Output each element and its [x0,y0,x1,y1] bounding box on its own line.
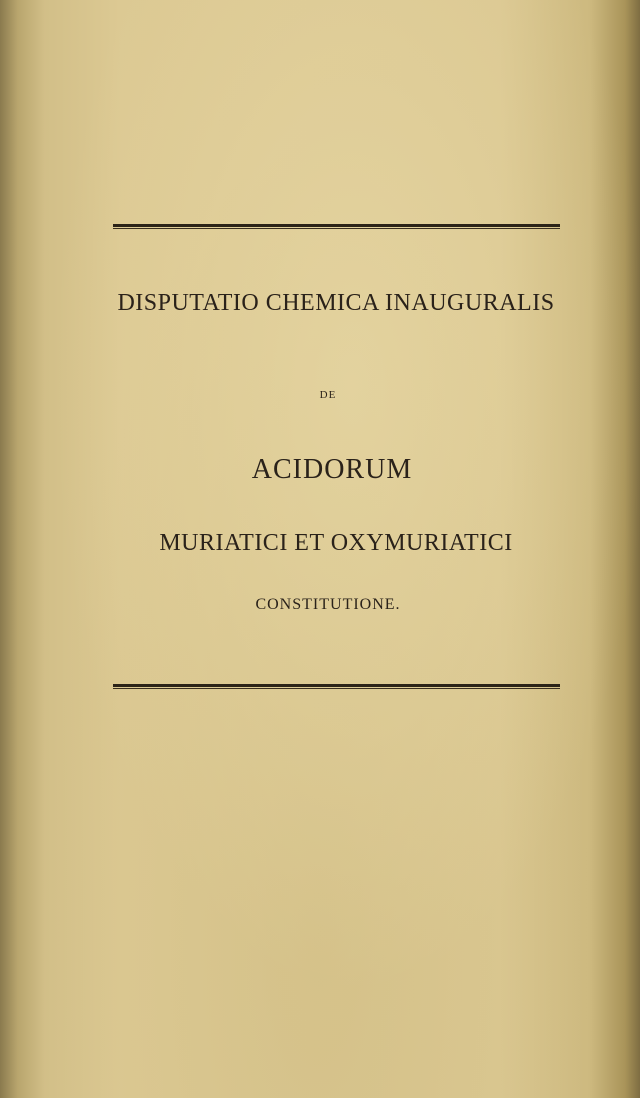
title-muriatici-line: MURIATICI ET OXYMURIATICI [159,530,513,556]
title-disputatio-line: DISPUTATIO CHEMICA INAUGURALIS [117,290,555,316]
title-constitutione-line: CONSTITUTIONE. [255,596,401,613]
bottom-double-rule [113,684,560,689]
top-double-rule [113,224,560,229]
title-de-line: DE [319,389,337,401]
title-acidorum-line: ACIDORUM [251,454,413,485]
